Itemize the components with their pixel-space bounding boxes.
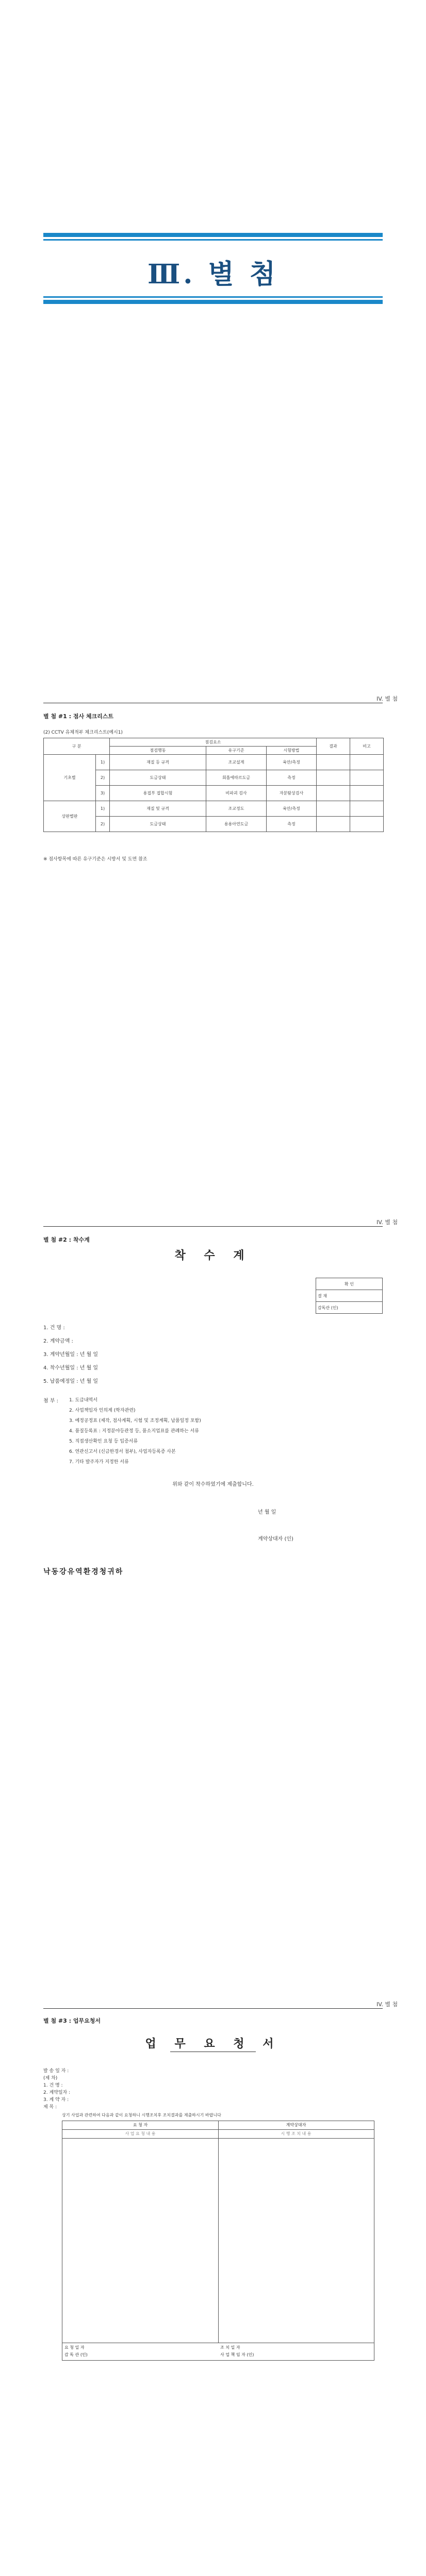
row-group: 상판별판: [44, 801, 96, 832]
page-header: IV. 별 첨: [376, 1219, 398, 1226]
banner-top-thin-bar: [43, 239, 383, 241]
table-row: [44, 801, 384, 817]
header-rule: [43, 2008, 383, 2009]
row-no: 1): [96, 755, 110, 770]
right-foot: 조 치 일 자: [220, 2345, 240, 2350]
row-method: 육안/측정: [267, 801, 317, 817]
table-row: [44, 755, 384, 770]
attach-item: 7. 기타 발주자가 지정한 서류: [69, 1460, 129, 1465]
field-line: 2. 계약일자 :: [43, 2090, 71, 2095]
page-header: IV. 별 첨: [376, 2001, 398, 2008]
approval-row: 결 재: [316, 1290, 383, 1302]
field-line: 2. 계약금액 :: [43, 1338, 73, 1344]
recipient: 낙동강유역환경청귀하: [43, 1568, 124, 1576]
row-item: 재질 및 규격: [110, 801, 206, 817]
right-sub: 시 행 조 치 내 용: [218, 2130, 374, 2139]
banner-bottom-thin-bar: [43, 296, 383, 298]
th-sub2: 유구기준: [206, 747, 267, 755]
section-banner: [43, 233, 383, 304]
attach-item: 2. 사업책임자 인의계 (학자관련): [69, 1408, 136, 1413]
attach-item: 5. 직접생산확인 요청 등 입증서류: [69, 1439, 138, 1444]
field-line: 제 목 :: [43, 2105, 57, 2110]
row-item: 재질 등 규격: [110, 755, 206, 770]
row-note: [350, 755, 384, 770]
approval-row: 감독관 (인): [316, 1302, 383, 1314]
field-line: 5. 납품예정일 : 년 월 일: [43, 1379, 99, 1384]
statement: 위와 같이 착수하였기에 제출합니다.: [172, 1482, 254, 1487]
row-basis: 비파괴 검사: [206, 786, 267, 801]
annex-title: 별 첨 #2 : 착수계: [43, 1236, 90, 1243]
row-method: 육안/측정: [267, 755, 317, 770]
right-foot: 사 업 책 임 자 (인): [220, 2352, 254, 2357]
row-note: [350, 801, 384, 817]
page-header: IV. 별 첨: [376, 696, 398, 702]
row-result: [317, 817, 350, 832]
row-result: [317, 786, 350, 801]
row-method: 측정: [267, 817, 317, 832]
checklist-table: [43, 738, 384, 832]
footnote: ※ 점사항목에 따른 유구기준은 시방서 및 도면 참조: [43, 857, 148, 862]
attach-label: 첨 부 :: [43, 1398, 59, 1404]
attach-item: 4. 품질등록표 : 지정분야등관정 등, 품소지업표를 관례하는 서류: [69, 1429, 199, 1434]
center-divider: [218, 2139, 219, 2343]
row-result: [317, 801, 350, 817]
annex-title: 별 첨 #1 : 점사 체크리스트: [43, 713, 114, 720]
row-method: 자분탐상검사: [267, 786, 317, 801]
field-line: 발 송 일 자 :: [43, 2069, 69, 2074]
row-basis: 조교설계: [206, 755, 267, 770]
row-item: 도금상태: [110, 770, 206, 786]
th-sub3: 시험방법: [267, 747, 317, 755]
banner-top-bar: [43, 233, 383, 237]
row-no: 2): [96, 817, 110, 832]
left-head: 요 청 자: [62, 2121, 219, 2130]
row-no: 3): [96, 786, 110, 801]
row-note: [350, 817, 384, 832]
row-basis: 회흡에따르도금: [206, 770, 267, 786]
row-group: 기초별: [44, 755, 96, 801]
row-method: 측정: [267, 770, 317, 786]
field-line: 1. 건 명 :: [43, 1325, 65, 1331]
left-foot: 감 독 관 (인): [64, 2352, 88, 2357]
banner-bottom-bar: [43, 300, 383, 304]
field-line: 4. 착수년월일 : 년 월 일: [43, 1365, 99, 1371]
row-note: [350, 770, 384, 786]
row-no: 1): [96, 801, 110, 817]
th-sub1: 점검행동: [110, 747, 206, 755]
field-line: (제 차): [43, 2076, 58, 2081]
th-result: 결과: [317, 738, 350, 755]
field-line: 1. 건 명 :: [43, 2083, 63, 2088]
th-category: 구 분: [44, 738, 110, 755]
section-title: Ⅲ. 별 첨: [147, 259, 279, 290]
field-line: 3. 계 약 자 :: [43, 2097, 69, 2103]
th-group: 점검요소: [110, 738, 317, 747]
annex-subtitle: (2) CCTV 유체적부 체크리스트(예시1): [43, 730, 123, 735]
left-foot: 요 청 일 자: [64, 2345, 85, 2350]
row-basis: 조교정도: [206, 801, 267, 817]
row-result: [317, 755, 350, 770]
doc-title: 착 수 계: [174, 1249, 252, 1262]
doc-title: 업 무 요 청 서: [145, 2038, 281, 2050]
attach-item: 1. 도급내역서: [69, 1398, 97, 1403]
th-note: 비고: [350, 738, 384, 755]
attach-item: 3. 예정공정표 (제작, 점사계획, 시험 및 조정계획, 납품일정 포함): [69, 1418, 201, 1423]
annex-title: 별 첨 #3 : 업무요청서: [43, 2018, 101, 2024]
request-note: 상기 사업과 관련하여 다음과 같이 요청하니 시행조치후 조치결과를 제출하시기 바랍니다: [62, 2113, 221, 2117]
left-sub: 사 업 요 청 내 용: [62, 2130, 219, 2139]
date-line: 년 월 일: [258, 1510, 276, 1515]
attach-item: 6. 연관신고서 (신금한경서 첨부), 사업자등록증 사본: [69, 1449, 176, 1454]
right-head: 계약상대자: [218, 2121, 374, 2130]
header-rule: [43, 1226, 383, 1227]
field-line: 3. 계약년월일 : 년 월 일: [43, 1352, 99, 1358]
approval-title: 확 인: [316, 1278, 383, 1290]
approval-box: [316, 1278, 383, 1314]
row-basis: 용용아연도금: [206, 817, 267, 832]
row-item: 도금상태: [110, 817, 206, 832]
row-result: [317, 770, 350, 786]
row-note: [350, 786, 384, 801]
request-table: [62, 2121, 374, 2361]
signer-line: 계약상대자 (인): [258, 1536, 293, 1542]
row-no: 2): [96, 770, 110, 786]
row-item: 용접부 접합시험: [110, 786, 206, 801]
